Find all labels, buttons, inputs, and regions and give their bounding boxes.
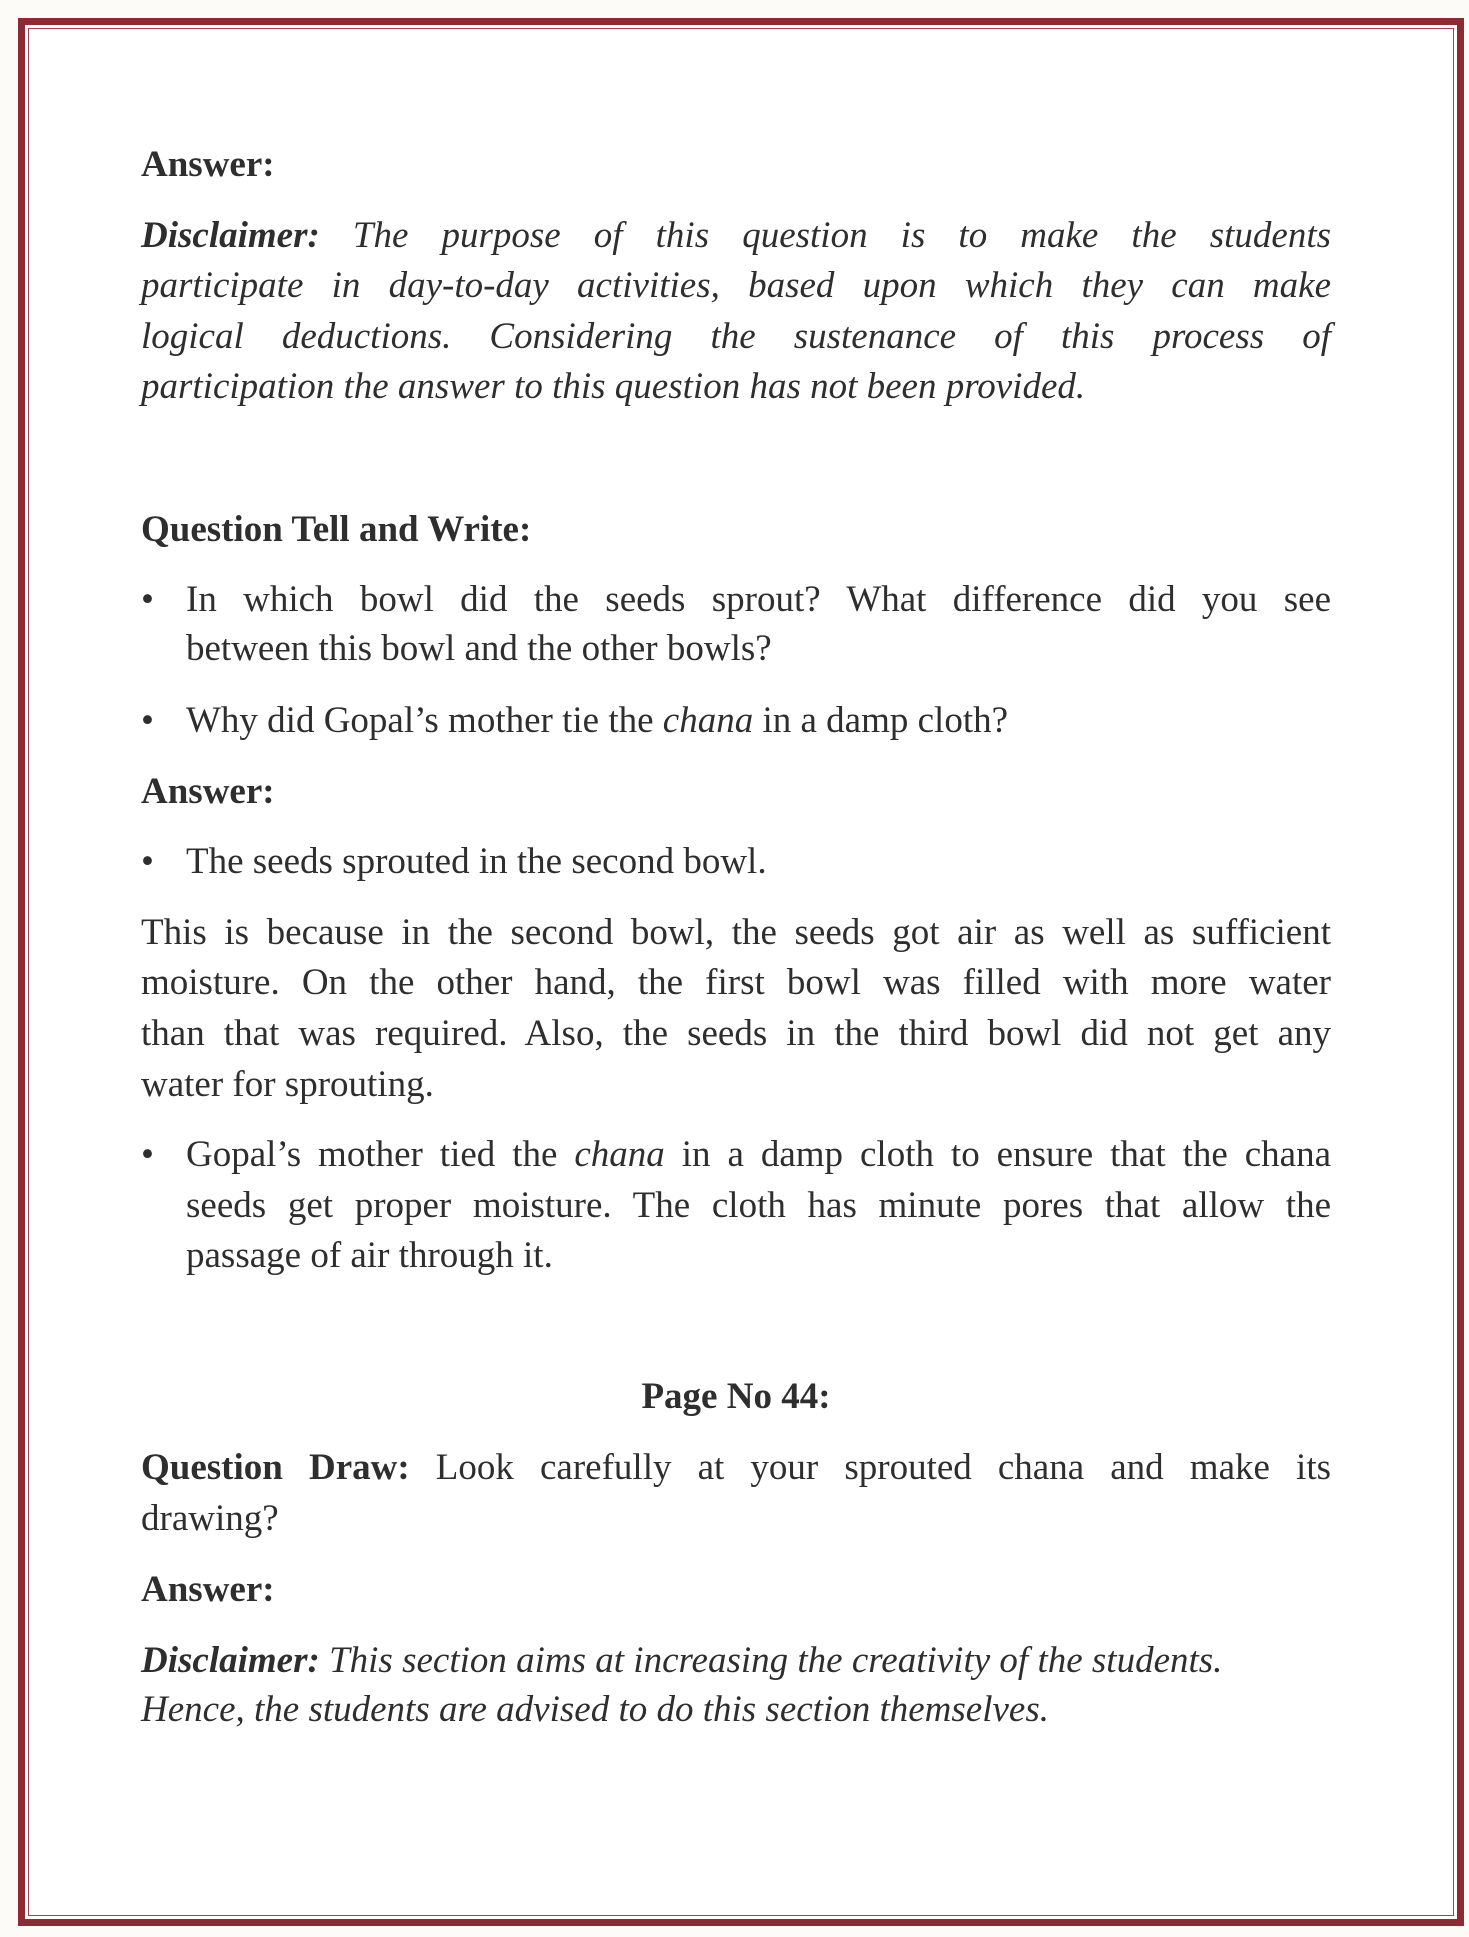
disclaimer2-line-1: Disclaimer: This section aims at increasing the creativity of the students.: [141, 1640, 1223, 1681]
question-heading: Question Tell and Write:: [141, 509, 532, 550]
bullet-icon: •: [141, 700, 154, 741]
disclaimer-line-2: participate in day-to-day activities, based upon which they can make: [141, 265, 1331, 306]
bullet-icon: •: [141, 841, 154, 882]
page-number-heading: Page No 44:: [641, 1376, 831, 1417]
question-draw-label: Question Draw:: [141, 1447, 410, 1488]
draw-question-line-1: Question Draw: Look carefully at your sprouted chana and make its: [141, 1447, 1332, 1488]
answer-para-line-4: water for sprouting.: [141, 1064, 434, 1105]
answer-para-line-2: moisture. On the other hand, the first bowl was filled with more water: [141, 962, 1331, 1003]
disclaimer-line-4: participation the answer to this question has not been provided.: [141, 366, 1086, 407]
answer-label-2: Answer:: [141, 771, 275, 812]
bullet-icon: •: [141, 1134, 154, 1175]
draw-question-line-2: drawing?: [141, 1498, 279, 1539]
answer-para-line-1: This is because in the second bowl, the seeds got air as well as sufficient: [141, 912, 1331, 953]
answer-label-3: Answer:: [141, 1569, 275, 1610]
disclaimer-line-3: logical deductions. Considering the sustenance of this process of: [141, 316, 1331, 357]
answer-para-line-3: than that was required. Also, the seeds in the third bowl did not get any: [141, 1013, 1331, 1054]
disclaimer2-line-2: Hence, the students are advised to do this section themselves.: [141, 1689, 1049, 1730]
disclaimer-label-2: Disclaimer:: [141, 1640, 320, 1681]
bullet-icon: •: [141, 579, 154, 620]
disclaimer-label: Disclaimer:: [141, 215, 320, 256]
answer-label: Answer:: [141, 144, 275, 185]
disclaimer-line-1: Disclaimer: The purpose of this question is to make the students: [141, 215, 1331, 256]
